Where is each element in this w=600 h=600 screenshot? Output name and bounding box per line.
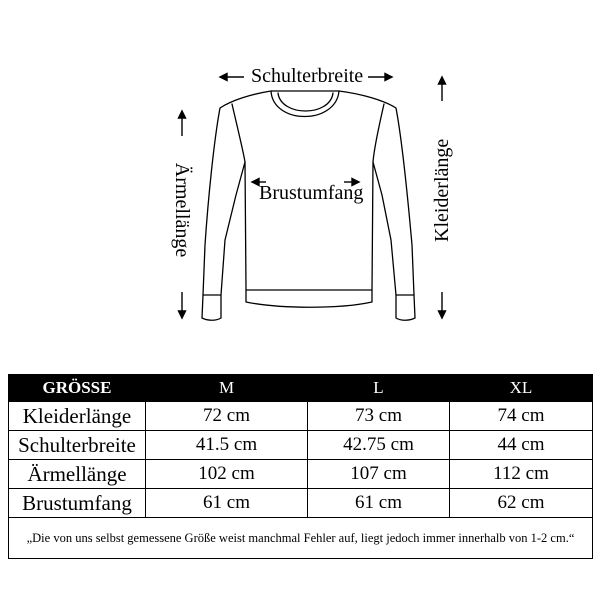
arrowhead-icon — [220, 74, 227, 81]
size-table — [8, 374, 593, 559]
table-note-row — [9, 518, 593, 559]
sweater-left-seam — [232, 104, 245, 162]
table-header-row — [9, 375, 593, 402]
row-label: Ärmellänge — [9, 460, 146, 489]
sweater-right-seam — [373, 104, 384, 162]
arrowhead-icon — [179, 311, 186, 318]
header-size-m: M — [146, 375, 308, 402]
arrowhead-icon — [439, 311, 446, 318]
cell-value: 61 cm — [308, 489, 450, 518]
cell-value: 62 cm — [450, 489, 593, 518]
table-row — [9, 460, 593, 489]
header-size-xl: XL — [450, 375, 593, 402]
sweater-waistband — [246, 290, 372, 307]
arrowhead-icon — [179, 111, 186, 118]
cell-value: 102 cm — [146, 460, 308, 489]
shoulder-width-label: Schulterbreite — [251, 65, 364, 87]
arrowhead-icon — [385, 74, 392, 81]
cell-value: 112 cm — [450, 460, 593, 489]
cell-value: 42.75 cm — [308, 431, 450, 460]
arrowhead-icon — [439, 77, 446, 84]
garment-length-label: Kleiderlänge — [431, 138, 453, 242]
cell-value: 74 cm — [450, 402, 593, 431]
arrowhead-icon — [252, 179, 259, 186]
sweater-neckline — [271, 91, 339, 117]
cell-value: 61 cm — [146, 489, 308, 518]
measurement-note: „Die von uns selbst gemessene Größe weist manchmal Fehler auf, liegt jedoch immer innerhalb von 1-2 cm.“ — [9, 518, 593, 559]
sweater-left-cuff — [202, 295, 221, 320]
header-size: GRÖSSE — [9, 375, 146, 402]
row-label: Schulterbreite — [9, 431, 146, 460]
chest-girth-label: Brustumfang — [259, 182, 364, 204]
row-label: Brustumfang — [9, 489, 146, 518]
sleeve-length-label: Ärmellänge — [171, 162, 193, 258]
cell-value: 73 cm — [308, 402, 450, 431]
cell-value: 41.5 cm — [146, 431, 308, 460]
row-label: Kleiderlänge — [9, 402, 146, 431]
header-size-l: L — [308, 375, 450, 402]
table-row — [9, 402, 593, 431]
cell-value: 44 cm — [450, 431, 593, 460]
sweater-collar-inner — [278, 93, 333, 111]
cell-value: 107 cm — [308, 460, 450, 489]
sweater-right-cuff — [396, 295, 415, 320]
table-row — [9, 489, 593, 518]
table-row — [9, 431, 593, 460]
cell-value: 72 cm — [146, 402, 308, 431]
